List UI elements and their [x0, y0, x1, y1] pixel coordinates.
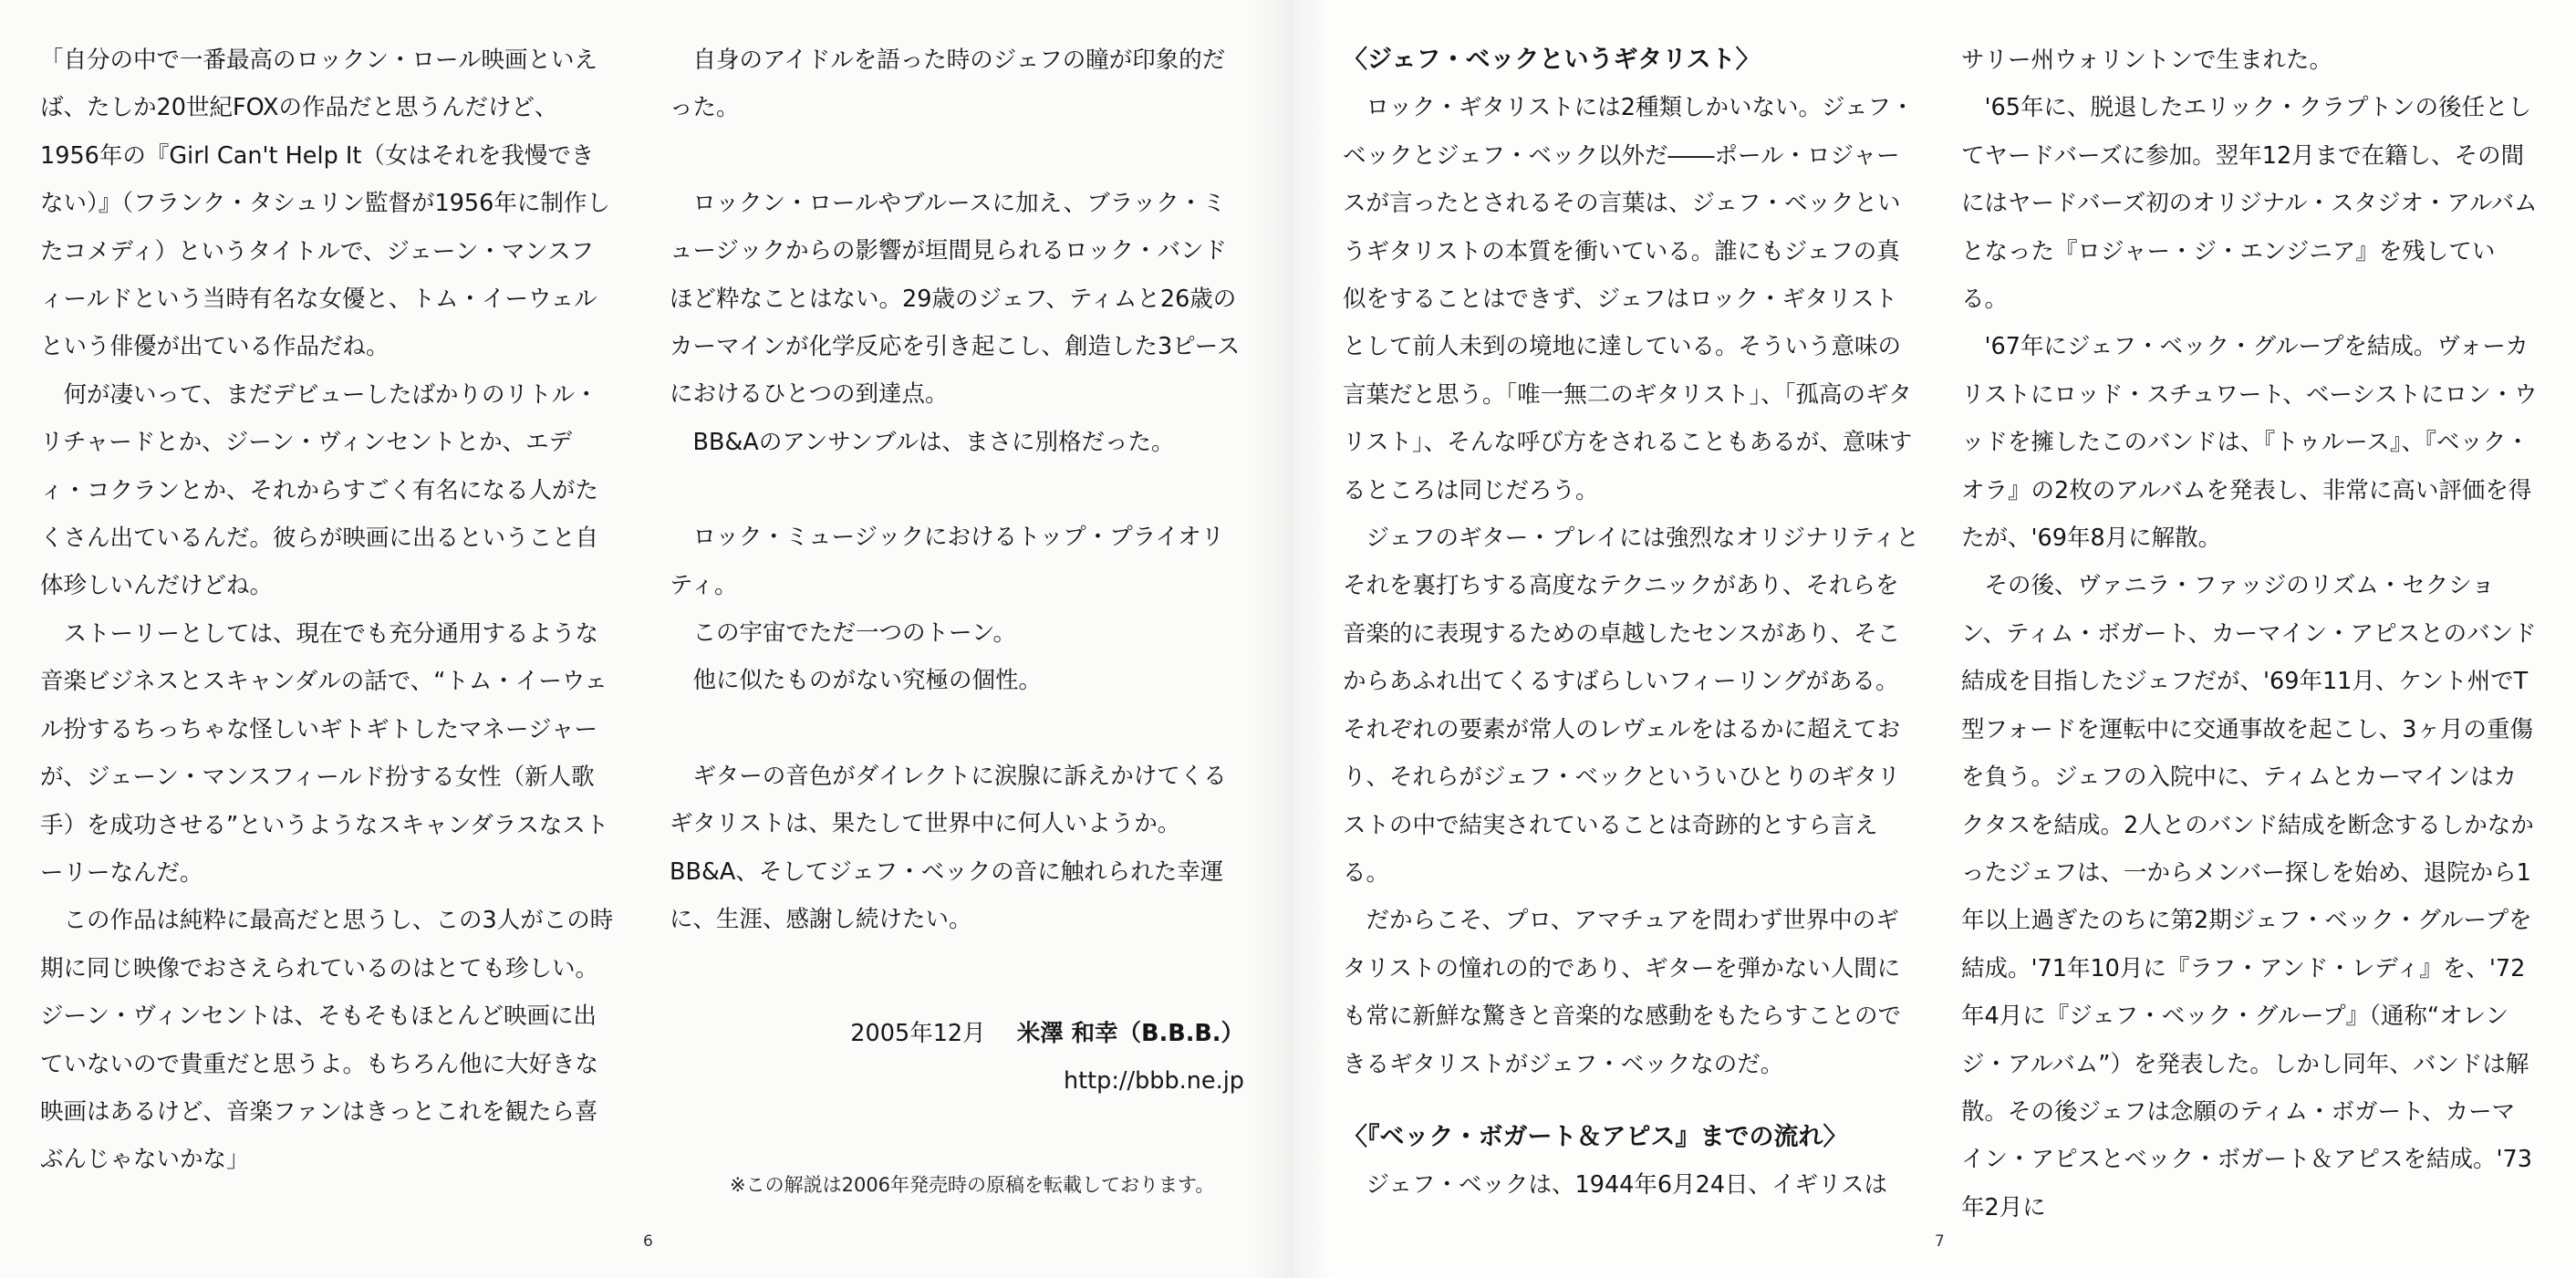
paragraph: 「自分の中で一番最高のロックン・ロール映画といえば、たしか20世紀FOXの作品だと思うんだけど、1956年の『Girl Can't Help It（女はそれを我慢できない）』（フランク・タシュリン監督が1956年に制作したコメディ）というタイトルで、ジェーン・マンスフィールドという当時有名な女優と、トム・イーウェルという俳優が出ている作品だね。 — [40, 47, 610, 361]
page-number-left: 6 — [643, 1232, 653, 1251]
paragraph: ジェフ・ベックは、1944年6月24日、イギリスは — [1366, 1171, 1888, 1200]
column-4 — [1961, 36, 2538, 1231]
paragraph: この宇宙でただ一つのトーン。 — [692, 619, 1016, 648]
paragraph: ギターの音色がダイレクトに涙腺に訴えかけてくるギタリストは、果たして世界中に何人いようか。BB&A、そしてジェフ・ベックの音に触れられた幸運に、生涯、感謝し続けたい。 — [670, 762, 1227, 934]
paragraph: ジェフのギター・プレイには強烈なオリジナリティとそれを裏打ちする高度なテクニックがあり、それらを音楽的に表現するための卓越したセンスがあり、そこからあふれ出てくるすばらしいフィーリングがある。それぞれの要素が常人のレヴェルをはるかに超えており、それらがジェフ・ベックといういひとりのギタリストの中で結実されていることは奇跡的とすら言える。 — [1343, 525, 1919, 887]
column-1 — [40, 36, 615, 1184]
column-2 — [670, 36, 1244, 1105]
paragraph: ストーリーとしては、現在でも充分通用するような音楽ビジネスとスキャンダルの話で、“トム・イーウェル扮するちっちゃな怪しいギトギトしたマネージャーが、ジェーン・マンスフィールド扮する女性（新人歌手）を成功させる”というようなスキャンダラスなストーリーなんだ。 — [40, 619, 609, 887]
author-name: 米澤 和幸（B.B.B.） — [1016, 1019, 1244, 1047]
paragraph: ロック・ギタリストには2種類しかいない。ジェフ・ベックとジェフ・ベック以外だ――ポール・ロジャースが言ったとされるその言葉は、ジェフ・ベックというギタリストの本質を衝いている。誰にもジェフの真似をすることはできず、ジェフはロック・ギタリストとして前人未到の境地に達している。そういう意味の言葉だと思う。「唯一無二のギタリスト」、「孤高のギタリスト」、そんな呼び方をされることもあるが、意味するところは同じだろう。 — [1343, 94, 1915, 504]
page-number-right: 7 — [1935, 1232, 1945, 1251]
left-page — [0, 0, 1286, 1278]
reprint-note: ※この解説は2006年発売時の原稿を転載しております。 — [730, 1174, 1215, 1196]
section-heading: 〈『ベック・ボガート＆アピス』までの流れ〉 — [1343, 1122, 1848, 1151]
paragraph: '65年に、脱退したエリック・クラプトンの後任としてヤードバーズに参加。翌年12月まで在籍し、その間にはヤードバーズ初のオリジナル・スタジオ・アルバムとなった『ロジャー・ジ・エンジニア』を残している。 — [1961, 94, 2538, 314]
paragraph: この作品は純粋に最高だと思うし、この3人がこの時期に同じ映像でおさえられているのはとても珍しい。ジーン・ヴィンセントは、そもそもほとんど映画に出ていないので貴重だと思うよ。もちろん他に大好きな映画はあるけど、音楽ファンはきっとこれを観たら喜ぶんじゃないかな」 — [40, 907, 614, 1174]
paragraph: 自身のアイドルを語った時のジェフの瞳が印象的だった。 — [670, 47, 1226, 122]
column-3 — [1343, 36, 1919, 1210]
author-url: http://bbb.ne.jp — [1063, 1066, 1244, 1095]
paragraph: BB&Aのアンサンブルは、まさに別格だった。 — [692, 428, 1175, 456]
paragraph: その後、ヴァニラ・ファッジのリズム・セクション、ティム・ボガート、カーマイン・アピスとのバンド結成を目指したジェフだが、'69年11月、ケント州でT型フォードを運転中に交通事故を起こし、3ヶ月の重傷を負う。ジェフの入院中に、ティムとカーマインはカクタスを結成。2人とのバンド結成を断念するしかなかったジェフは、一からメンバー探しを始め、退院から1年以上過ぎたのちに第2期ジェフ・ベック・グループを結成。'71年10月に『ラフ・アンド・レディ』を、'72年4月に『ジェフ・ベック・グループ』（通称“オレンジ・アルバム”）を発表した。しかし同年、バンドは解散。その後ジェフは念願のティム・ボガート、カーマイン・アピスとベック・ボガート＆アピスを結成。'73年2月に — [1961, 572, 2537, 1221]
signature-date: 2005年12月 — [850, 1019, 986, 1047]
paragraph: ロック・ミュージックにおけるトップ・プライオリティ。 — [670, 524, 1225, 599]
paragraph: 何が凄いって、まだデビューしたばかりのリトル・リチャードとか、ジーン・ヴィンセントとか、エディ・コクランとか、それからすごく有名になる人がたくさん出ているんだ。彼らが映画に出るということ自体珍しいんだけどね。 — [40, 380, 599, 600]
section-heading: 〈ジェフ・ベックというギタリスト〉 — [1343, 46, 1761, 74]
paragraph: だからこそ、プロ、アマチュアを問わず世界中のギタリストの憧れの的であり、ギターを弾かない人間にも常に新鮮な驚きと音楽的な感動をもたらすことのできるギタリストがジェフ・ベックなのだ。 — [1343, 907, 1902, 1078]
paragraph: '67年にジェフ・ベック・グループを結成。ヴォーカリストにロッド・スチュワート、ベーシストにロン・ウッドを擁したこのバンドは、『トゥルース』、『ベック・オラ』の2枚のアルバムを発表し、非常に高い評価を得たが、'69年8月に解散。 — [1961, 333, 2538, 553]
author-signature — [670, 1010, 1244, 1057]
paragraph: 他に似たものがない究極の個性。 — [692, 667, 1043, 695]
paragraph: ロックン・ロールやブルースに加え、ブラック・ミュージックからの影響が垣間見られるロック・バンドほど粋なことはない。29歳のジェフ、ティムと26歳のカーマインが化学反応を引き起こし、創造した3ピースにおけるひとつの到達点。 — [670, 189, 1241, 409]
paragraph: サリー州ウォリントンで生まれた。 — [1961, 47, 2332, 74]
